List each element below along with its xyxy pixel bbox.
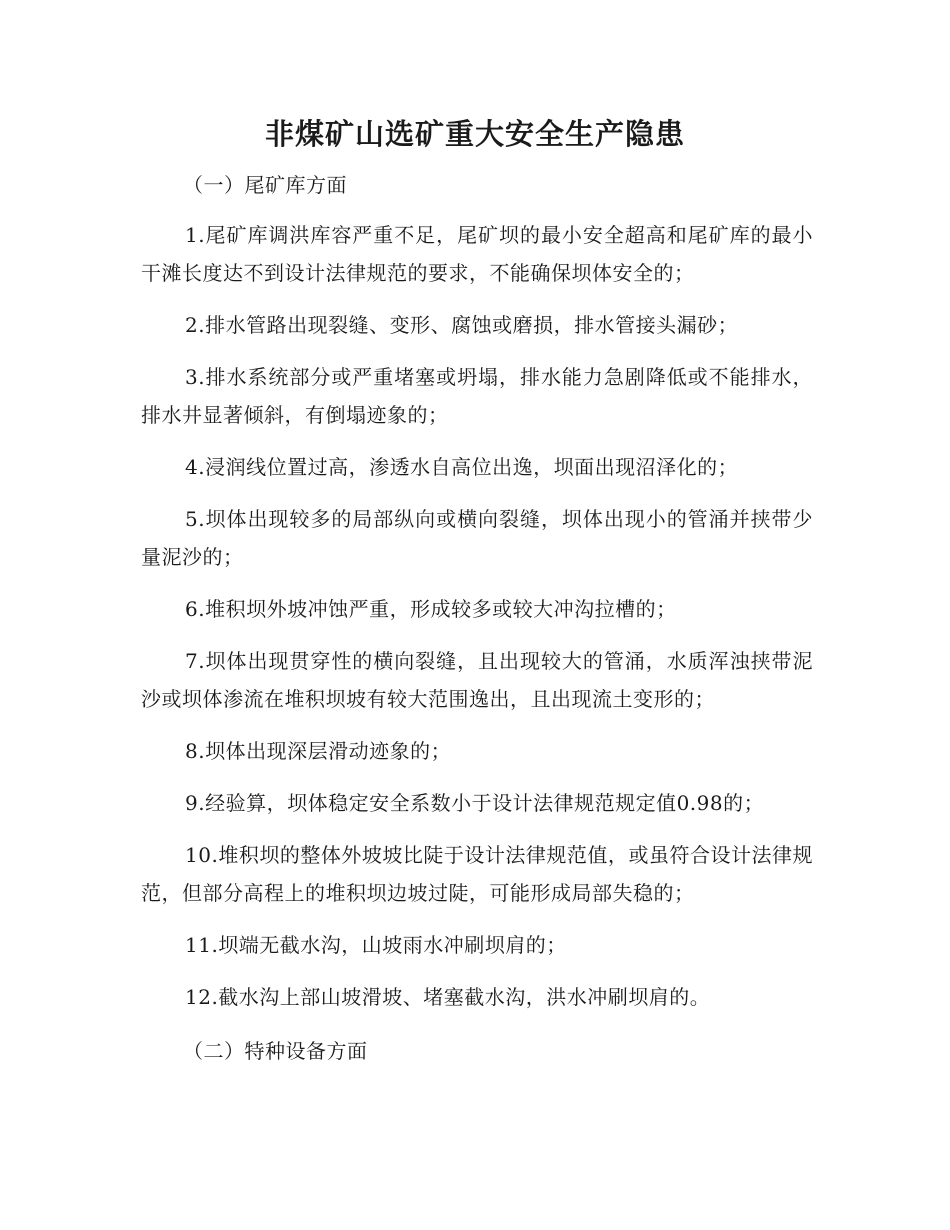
list-item: 7.坝体出现贯穿性的横向裂缝，且出现较大的管涌，水质浑浊挟带泥沙或坝体渗流在堆积坝坡有较大范围逸出，且出现流土变形的；: [141, 649, 813, 711]
list-item: 11.坝端无截水沟，山坡雨水冲刷坝肩的；: [185, 933, 567, 957]
list-item: 6.堆积坝外坡冲蚀严重，形成较多或较大冲沟拉槽的；: [185, 597, 677, 621]
section-heading-tailings: （一）尾矿库方面: [183, 173, 347, 197]
list-item: 3.排水系统部分或严重堵塞或坍塌，排水能力急剧降低或不能排水，排水井显著倾斜，有倒塌迹象的；: [141, 365, 813, 427]
list-item: 2.排水管路出现裂缝、变形、腐蚀或磨损，排水管接头漏砂；: [185, 313, 739, 337]
document-title: 非煤矿山选矿重大安全生产隐患: [264, 117, 685, 151]
list-item: 5.坝体出现较多的局部纵向或横向裂缝，坝体出现小的管涌并挟带少量泥沙的；: [141, 507, 813, 569]
list-item: 1.尾矿库调洪库容严重不足，尾矿坝的最小安全超高和尾矿库的最小干滩长度达不到设计法律规范的要求，不能确保坝体安全的；: [141, 223, 813, 285]
list-item: 12.截水沟上部山坡滑坡、堵塞截水沟，洪水冲刷坝肩的。: [185, 985, 711, 1009]
section-heading-special-equipment: （二）特种设备方面: [183, 1039, 368, 1063]
list-item: 4.浸润线位置过高，渗透水自高位出逸，坝面出现沼泽化的；: [185, 455, 739, 479]
list-item: 8.坝体出现深层滑动迹象的；: [185, 739, 452, 763]
list-item: 9.经验算，坝体稳定安全系数小于设计法律规范规定值0.98的；: [185, 791, 765, 815]
list-item: 10.堆积坝的整体外坡坡比陡于设计法律规范值，或虽符合设计法律规范，但部分高程上的堆积坝边坡过陡，可能形成局部失稳的；: [141, 843, 813, 905]
